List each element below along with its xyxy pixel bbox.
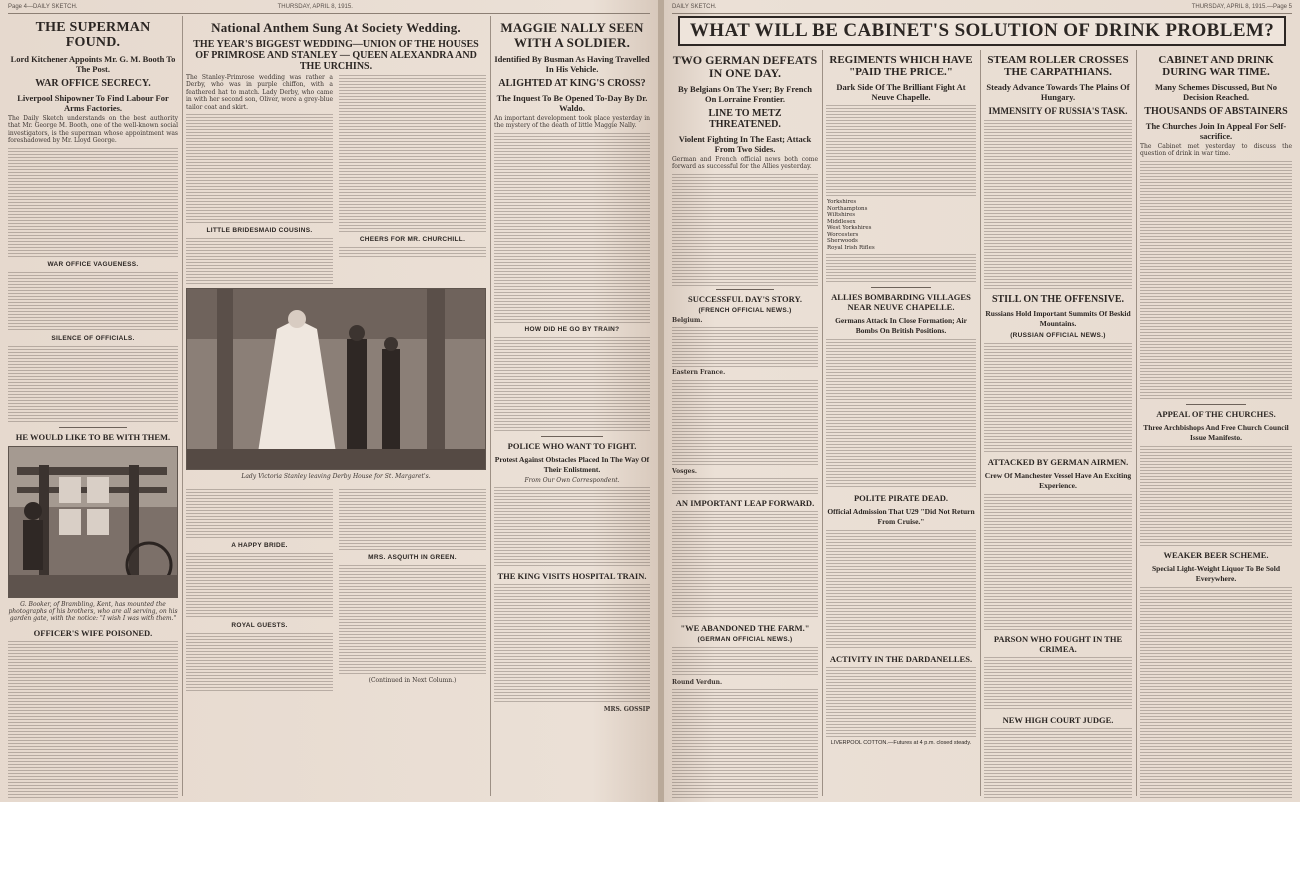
- section-head-parson-crimea: PARSON WHO FOUGHT IN THE CRIMEA.: [993, 634, 1123, 654]
- kicker-little-bridesmaid: LITTLE BRIDESMAID COUSINS.: [206, 227, 313, 235]
- section-head-abandoned-farm: "WE ABANDONED THE FARM.": [680, 623, 810, 634]
- article-body-text: [494, 487, 650, 567]
- place-vosges: Vosges.: [672, 467, 697, 475]
- article-body-text: [672, 327, 818, 367]
- masthead-right: DAILY SKETCH.: [672, 4, 717, 10]
- left-column-2: [186, 14, 486, 798]
- section-sub-russian-official: (RUSSIAN OFFICIAL NEWS.): [1010, 332, 1106, 339]
- regiment-name-cell: Worcesters: [827, 231, 859, 238]
- divider: [1186, 404, 1247, 405]
- subhead-busman: Identified By Busman As Having Travelled In His Vehicle.: [494, 54, 650, 74]
- kicker-war-office-vagueness: WAR OFFICE VAGUENESS.: [47, 260, 139, 268]
- subhead-line-to-metz: LINE TO METZ THREATENED.: [708, 108, 782, 130]
- section-sub-manchester-vessel: Crew Of Manchester Vessel Have An Exciting Experience.: [984, 471, 1132, 490]
- article-body-text: [1140, 587, 1292, 798]
- image-bottom-margin: [0, 802, 1300, 892]
- subhead-many-schemes: Many Schemes Discussed, But No Decision Reached.: [1154, 82, 1278, 102]
- section-head-still-offensive: STILL ON THE OFFENSIVE.: [991, 294, 1125, 305]
- column-rule: [980, 50, 981, 796]
- section-sub-french-official: (FRENCH OFFICIAL NEWS.): [698, 306, 792, 314]
- article-body-text: [826, 530, 976, 650]
- right-page: [664, 0, 1300, 802]
- divider: [871, 287, 931, 288]
- regiment-name-cell: Royal Irish Rifles: [827, 244, 875, 251]
- column-rule: [1136, 50, 1137, 796]
- page-number-left: Page 4—DAILY SKETCH.: [8, 4, 78, 10]
- section-head-successful-day: SUCCESSFUL DAY'S STORY.: [688, 293, 802, 304]
- article-body-text: [826, 254, 976, 284]
- subhead-kings-cross: ALIGHTED AT KING'S CROSS?: [498, 78, 646, 89]
- left-running-head: [8, 2, 650, 14]
- subhead-dark-side: Dark Side Of The Brilliant Fight At Neuve Chapelle.: [836, 82, 966, 102]
- section-sub-police: Protest Against Obstacles Placed In The Way Of Their Enlistment.: [494, 454, 650, 474]
- section-sub-german-official: (GERMAN OFFICIAL NEWS.): [697, 636, 793, 644]
- section-head-officers-wife: OFFICER'S WIFE POISONED.: [33, 627, 153, 638]
- subhead-biggest-wedding: THE YEAR'S BIGGEST WEDDING—UNION OF THE HOUSES OF PRIMROSE AND STANLEY — QUEEN ALEXANDRA AND THE URCHINS.: [193, 39, 479, 72]
- article-body-text: [672, 689, 818, 798]
- wedding-lead-columns: [186, 72, 486, 284]
- subhead-hungary: Steady Advance Towards The Plains Of Hungary.: [986, 82, 1130, 102]
- photo-garden-gate-image: [9, 447, 177, 597]
- page-number-right: THURSDAY, APRIL 8, 1915.—Page 5: [1191, 4, 1292, 10]
- photo-lady-victoria-stanley: [186, 288, 486, 470]
- regiment-name-cell: West Yorkshires: [827, 225, 872, 231]
- kicker-cheers-churchill: CHEERS FOR MR. CHURCHILL.: [359, 236, 466, 243]
- article-lead-defeats: German and French official news both come forward as successful for the Allies yesterday.: [672, 156, 818, 171]
- headline-maggie-nally: MAGGIE NALLY SEEN WITH A SOLDIER.: [500, 20, 644, 50]
- section-head-german-airmen: ATTACKED BY GERMAN AIRMEN.: [987, 457, 1129, 467]
- article-body-text: [1140, 161, 1292, 401]
- article-body-text: [186, 553, 333, 619]
- article-body-text: [186, 114, 333, 224]
- issue-date-left: THURSDAY, APRIL 8, 1915.: [277, 4, 353, 10]
- subhead-war-office-secrecy: WAR OFFICE SECRECY.: [35, 78, 151, 89]
- right-column-3: [984, 50, 1132, 798]
- article-body-text: [984, 657, 1132, 711]
- article-body-text: [186, 238, 333, 284]
- regiment-name-cell: Sherwoods: [827, 238, 858, 244]
- wedding-body-columns: [186, 486, 486, 693]
- article-body-text: [1140, 446, 1292, 546]
- photo-wedding-image: [187, 289, 485, 469]
- right-column-4: [1140, 50, 1292, 798]
- left-column-1: [8, 14, 178, 798]
- wedding-body-col-a: [186, 486, 333, 693]
- signoff-mrs-gossip: MRS. GOSSIP: [603, 706, 650, 714]
- regiment-name-cell: Middlesex: [827, 218, 856, 225]
- column-rule: [822, 50, 823, 796]
- article-body-text: [672, 380, 818, 466]
- section-sub-beskid: Russians Hold Important Summits Of Beskid Mountains.: [985, 309, 1131, 328]
- section-head-polite-pirate: POLITE PIRATE DEAD.: [853, 493, 949, 503]
- photo-garden-gate: [8, 446, 178, 598]
- article-body-text: [339, 489, 486, 551]
- divider: [716, 289, 774, 290]
- article-body-text: [339, 247, 486, 257]
- article-body-text: [672, 174, 818, 286]
- subhead-liverpool: Liverpool Shipowner To Find Labour For Arms Factories.: [17, 93, 169, 113]
- subhead-abstainers: THOUSANDS OF ABSTAINERS: [1144, 106, 1288, 117]
- right-column-1: [672, 50, 818, 798]
- wedding-lead-col-b: [339, 72, 486, 284]
- banner-headline-text: WHAT WILL BE CABINET'S SOLUTION OF DRINK PROBLEM?: [689, 20, 1275, 41]
- photo-caption-wedding: Lady Victoria Stanley leaving Derby House for St. Margaret's.: [241, 473, 431, 481]
- section-head-weaker-beer: WEAKER BEER SCHEME.: [1163, 549, 1269, 560]
- article-body-text: [984, 343, 1132, 453]
- section-head-appeal-churches: APPEAL OF THE CHURCHES.: [1156, 408, 1276, 419]
- headline-national-anthem: National Anthem Sung At Society Wedding.: [211, 20, 461, 35]
- subhead-violent-fighting: Violent Fighting In The East; Attack From Two Sides.: [678, 134, 812, 154]
- article-body-text: [984, 120, 1132, 290]
- article-body-text: [826, 105, 976, 197]
- liverpool-cotton-note: LIVERPOOL COTTON.—Futures at 4 p.m. closed steady.: [830, 740, 972, 746]
- banner-headline: [678, 16, 1286, 46]
- place-round-verdun: Round Verdun.: [672, 679, 723, 687]
- section-sub-u29: Official Admission That U29 "Did Not Return From Cruise.": [827, 507, 975, 526]
- article-body-text: [186, 633, 333, 693]
- kicker-how-did-he-go: HOW DID HE GO BY TRAIN?: [524, 325, 620, 333]
- column-rule: [182, 16, 183, 796]
- section-head-high-court-judge: NEW HIGH COURT JUDGE.: [1002, 715, 1114, 725]
- section-head-allies-bombarding: ALLIES BOMBARDING VILLAGES NEAR NEUVE CHAPELLE.: [831, 292, 971, 312]
- right-column-2: [826, 50, 976, 798]
- regiment-name-cell: Yorkshires: [827, 199, 857, 205]
- article-body-text: [984, 494, 1132, 630]
- article-body-text: [339, 75, 486, 233]
- headline-cabinet-drink: CABINET AND DRINK DURING WAR TIME.: [1158, 54, 1274, 78]
- subhead-inquest: The Inquest To Be Opened To-Day By Dr. Waldo.: [496, 93, 648, 113]
- article-lead-wedding: The Stanley-Primrose wedding was rather a Derby, who was in purple chiffon, with a feathered hat to match. Lady Derby, who came in with her second son, Oliver, wore a grey-blue tailor coat and skirt.: [186, 74, 333, 111]
- article-body-text: [186, 489, 333, 539]
- section-head-like-to-be-with-them: HE WOULD LIKE TO BE WITH THEM.: [15, 431, 171, 442]
- column-rule: [490, 16, 491, 796]
- casualty-count-cell: [970, 245, 976, 252]
- divider: [59, 427, 127, 428]
- casualty-table-row: [826, 245, 976, 252]
- article-body-text: [494, 337, 650, 433]
- subhead-immensity: IMMENSITY OF RUSSIA'S TASK.: [988, 106, 1128, 116]
- wedding-lead-col-a: [186, 72, 333, 284]
- left-page: [0, 0, 658, 802]
- article-body-text: [8, 641, 178, 798]
- right-running-head: [672, 2, 1292, 14]
- headline-superman: THE SUPERMAN FOUND.: [35, 20, 151, 50]
- regiment-name-cell: Northamptons: [827, 205, 868, 212]
- place-belgium: Belgium.: [672, 316, 703, 324]
- kicker-silence-officials: SILENCE OF OFFICIALS.: [51, 334, 135, 342]
- article-body-text: [494, 584, 650, 704]
- continued-note: (Continued in Next Column.): [368, 677, 457, 685]
- headline-steam-roller: STEAM ROLLER CROSSES THE CARPATHIANS.: [987, 54, 1129, 78]
- subhead-churches-appeal: The Churches Join In Appeal For Self-sacrifice.: [1145, 121, 1287, 141]
- article-body-text: [672, 478, 818, 494]
- photo-caption-garden-gate: G. Booker, of Brambling, Kent, has mounted the photographs of his brothers, who are all serving, on his garden gate, with the notice: "I wish I was with them.": [8, 600, 178, 622]
- article-body-text: [984, 728, 1132, 798]
- section-head-police-fight: POLICE WHO WANT TO FIGHT.: [507, 440, 637, 451]
- article-body-text: [8, 148, 178, 258]
- article-body-text: [494, 133, 650, 323]
- kicker-mrs-asquith: MRS. ASQUITH IN GREEN.: [368, 554, 457, 562]
- casualty-table: [826, 199, 976, 251]
- article-lead-cabinet: The Cabinet met yesterday to discuss the question of drink in war time.: [1140, 143, 1292, 158]
- subhead-belgians-yser: By Belgians On The Yser; By French On Lorraine Frontier.: [678, 84, 812, 104]
- article-body-text: [8, 346, 178, 424]
- article-body-text: [672, 647, 818, 677]
- left-column-3: [494, 14, 650, 798]
- place-eastern-france: Eastern France.: [672, 369, 726, 377]
- byline-correspondent: From Our Own Correspondent.: [524, 476, 620, 484]
- article-body-text: [826, 667, 976, 737]
- section-head-king-hospital: THE KING VISITS HOSPITAL TRAIN.: [497, 571, 647, 582]
- headline-two-german-defeats: TWO GERMAN DEFEATS IN ONE DAY.: [672, 53, 818, 80]
- divider: [541, 436, 603, 437]
- article-body-text: [672, 511, 818, 619]
- subhead-kitchener: Lord Kitchener Appoints Mr. G. M. Booth To The Post.: [10, 54, 176, 74]
- article-body-text: [8, 272, 178, 332]
- wedding-body-col-b: [339, 486, 486, 693]
- section-sub-close-formation: Germans Attack In Close Formation; Air Bombs On British Positions.: [835, 316, 967, 335]
- section-head-dardanelles: ACTIVITY IN THE DARDANELLES.: [829, 654, 973, 664]
- kicker-happy-bride: A HAPPY BRIDE.: [231, 542, 288, 550]
- kicker-royal-guests: ROYAL GUESTS.: [231, 622, 288, 630]
- section-sub-archbishops: Three Archbishops And Free Church Council Issue Manifesto.: [1143, 422, 1289, 442]
- regiment-name-cell: Wiltshires: [827, 212, 856, 218]
- article-lead-nally: An important development took place yesterday in the mystery of the death of little Maggie Nally.: [494, 115, 650, 130]
- article-lead-superman: The Daily Sketch understands on the best authority that Mr. George M. Booth, one of the well-known social investigators, is the superman whose appointment was foreshadowed by Mr. Lloyd George.: [8, 115, 178, 145]
- section-sub-light-weight: Special Light-Weight Liquor To Be Sold Everywhere.: [1151, 563, 1281, 583]
- section-head-important-leap: AN IMPORTANT LEAP FORWARD.: [675, 498, 815, 509]
- article-body-text: [826, 339, 976, 489]
- article-body-text: [339, 565, 486, 675]
- headline-regiments-paid: REGIMENTS WHICH HAVE "PAID THE PRICE.": [829, 54, 973, 78]
